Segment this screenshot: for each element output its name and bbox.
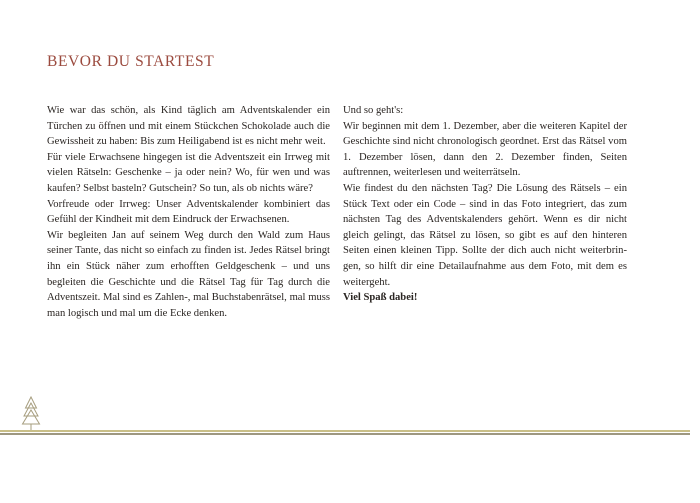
page-title: BEVOR DU STARTEST <box>47 53 215 70</box>
how-it-works-heading: Und so geht's: <box>343 105 404 116</box>
footer-rule-bottom <box>0 433 690 435</box>
adults-paragraph: Für viele Erwachsene hingegen ist die Adventszeit ein Irrweg mit vielen Rätseln: Geschenke – ja oder nein? Wo, für wen und was kaufen? Selbst basteln? Gutschein? So tun, als ob nichts wäre? <box>47 151 330 194</box>
next-day-paragraph: Wie findest du den nächsten Tag? Die Lösung des Rätsels – ein Stück Text oder ein Code – sind in das Foto integriert, das zum nächsten Tag des Adventskalenders gehört. Wenn es dir nicht gleich gelingt, das Rätsel zu lösen, so gibt es auf den hinteren Seiten einen kleinen Tipp. Sollte der dich auch nicht weiterbringen, so hilft dir eine Detailaufnahme aus dem Foto, mit dem es weitergeht. <box>343 182 627 288</box>
tree-icon <box>20 396 42 432</box>
left-text-column <box>47 103 330 321</box>
closing-line: Viel Spaß dabei! <box>343 292 418 304</box>
story-paragraph: Wir begleiten Jan auf seinem Weg durch den Wald zum Haus seiner Tante, das nicht so einfach zu finden ist. Jedes Rätsel bringt ihn ein Stück näher zum erhofften Geldgeschenk – und uns begleiten die Geschichte und die Rätsel Tag für Tag durch die Adventszeit. Mal sind es Zahlen-, mal Buchstabenrätsel, mal muss man logisch und mal um die Ecke denken. <box>47 229 330 319</box>
order-paragraph: Wir beginnen mit dem 1. Dezember, aber die weiteren Kapitel der Geschichte sind nicht chronologisch geordnet. Erst das Rätsel vom 1. Dezember lösen, dann den 2. Dezember finden, Seiten auftrennen, weiterlesen und weiterrätseln. <box>343 120 627 179</box>
intro-paragraph: Wie war das schön, als Kind täglich am Adventskalender ein Türchen zu öffnen und mit einem Stückchen Schokolade auch die Gewissheit zu haben: Bis zum Heiligabend ist es nicht mehr weit. <box>47 105 330 148</box>
concept-paragraph: Vorfreude oder Irrweg: Unser Adventskalender kombiniert das Gefühl der Kindheit mit dem Eindruck der Erwachsenen. <box>47 198 330 226</box>
right-text-column <box>343 103 627 306</box>
footer-rule-top <box>0 430 690 432</box>
